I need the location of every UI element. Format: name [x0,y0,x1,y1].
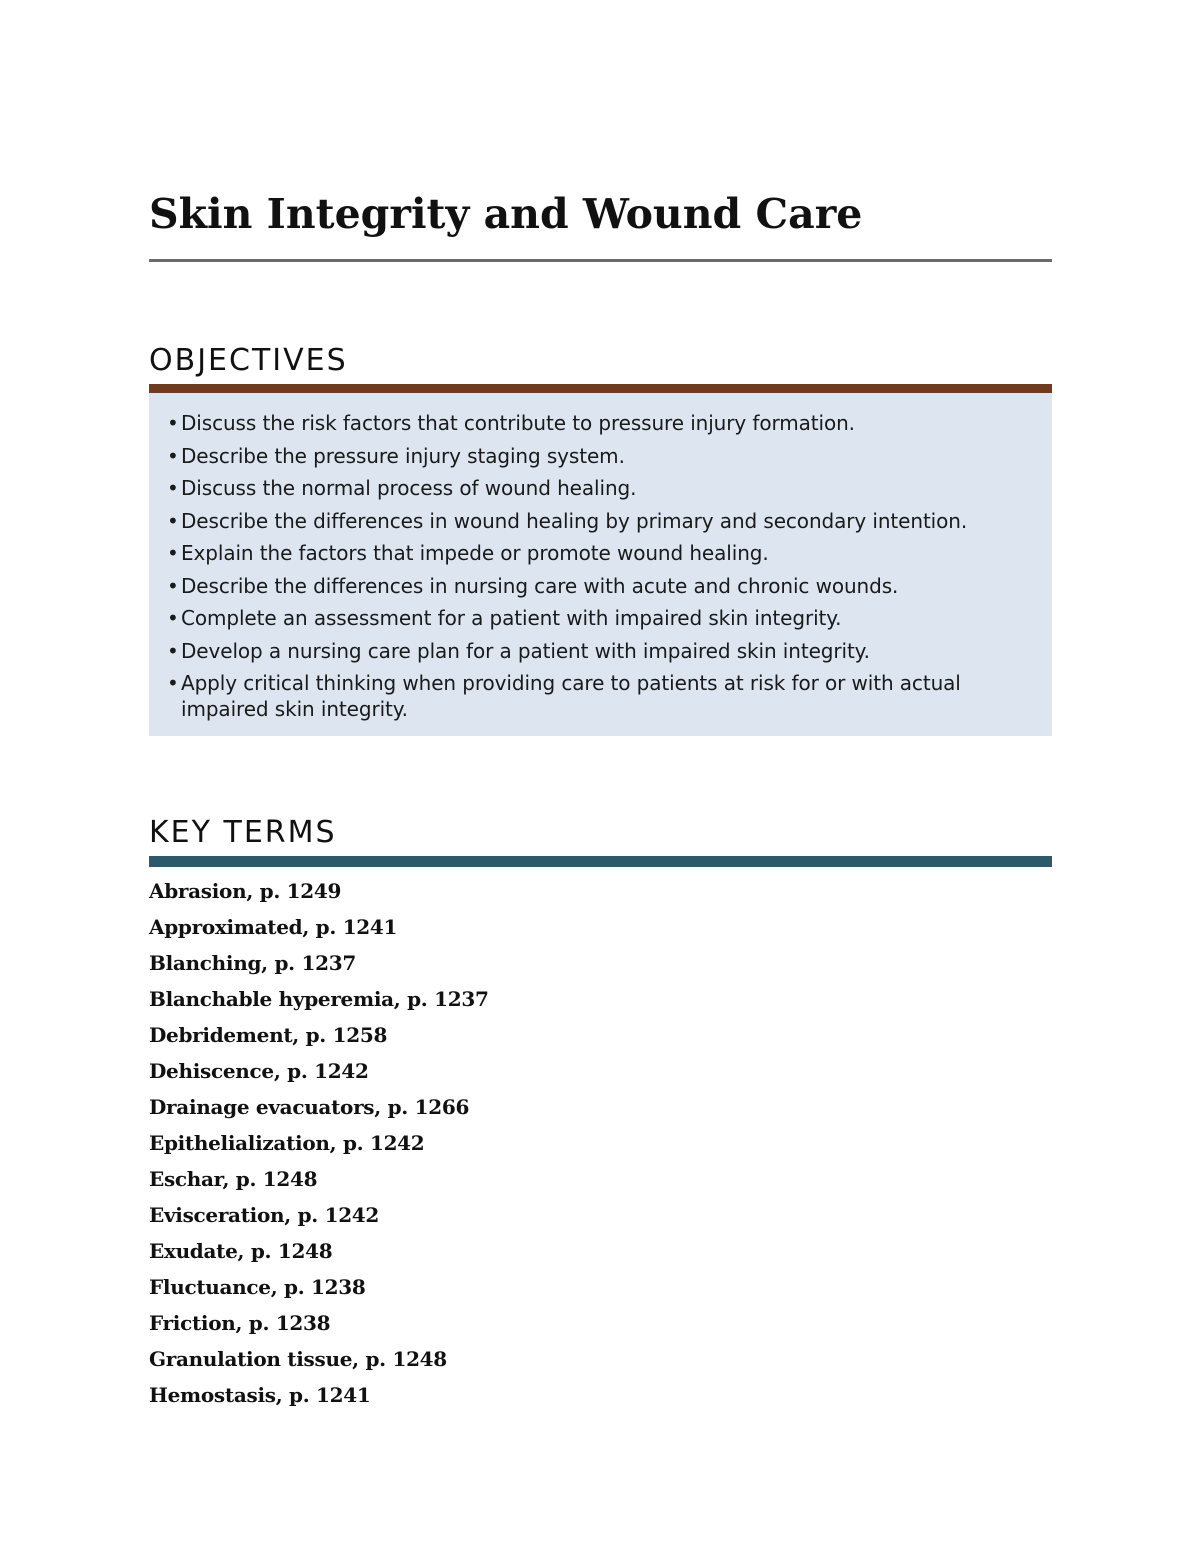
objective-text: Complete an assessment for a patient with impaired skin integrity. [181,606,842,630]
key-term-item: Exudate, p. 1248 [149,1239,333,1263]
objective-text: Explain the factors that impede or promote wound healing. [181,541,769,565]
objective-item [167,508,1032,534]
objective-item [167,670,1032,722]
objective-text: Describe the differences in nursing care with acute and chronic wounds. [181,573,899,598]
objectives-divider-bar [149,384,1052,393]
bullet-glyph: • [167,638,179,663]
bullet-glyph: • [167,411,179,435]
objective-text: Describe the differences in wound healing by primary and secondary intention. [181,508,968,533]
objectives-heading: OBJECTIVES [149,343,348,378]
key-term-item: Approximated, p. 1241 [149,915,398,939]
bullet-glyph: • [167,508,179,533]
key-term-item: Blanching, p. 1237 [149,951,356,975]
bullet-glyph: • [167,541,179,565]
key-term-item: Epithelialization, p. 1242 [149,1131,425,1155]
objective-text: Develop a nursing care plan for a patient with impaired skin integrity. [181,638,870,663]
key-term-item: Debridement, p. 1258 [149,1023,388,1047]
bullet-glyph: • [167,443,179,468]
bullet-glyph: • [167,671,179,695]
objective-item [167,638,1032,664]
title-divider [149,259,1052,262]
key-term-item: Dehiscence, p. 1242 [149,1059,369,1083]
objective-item [167,443,1032,469]
page-title: Skin Integrity and Wound Care [149,190,863,238]
bullet-glyph: • [167,476,179,500]
key-terms-list [149,873,489,1413]
objective-text: Discuss the normal process of wound healing. [181,476,637,500]
objective-item [167,540,1032,566]
bullet-glyph: • [167,573,179,598]
objective-item [167,605,1032,631]
objective-item [167,475,1032,501]
key-term-item: Evisceration, p. 1242 [149,1203,380,1227]
key-term-item: Granulation tissue, p. 1248 [149,1347,447,1371]
key-term-item: Fluctuance, p. 1238 [149,1275,366,1299]
objective-text: Discuss the risk factors that contribute to pressure injury formation. [181,411,855,435]
objective-item [167,410,1032,436]
objective-text: Apply critical thinking when providing care to patients at risk for or with actual impaired skin integrity. [181,671,961,721]
bullet-glyph: • [167,606,179,630]
key-term-item: Drainage evacuators, p. 1266 [149,1095,470,1119]
objectives-list [167,410,1032,722]
objectives-box [149,393,1052,736]
key-terms-heading: KEY TERMS [149,815,337,850]
key-term-item: Friction, p. 1238 [149,1311,331,1335]
key-term-item: Blanchable hyperemia, p. 1237 [149,987,489,1011]
key-term-item: Hemostasis, p. 1241 [149,1383,371,1407]
key-terms-divider-bar [149,856,1052,867]
objective-item [167,573,1032,599]
key-term-item: Eschar, p. 1248 [149,1167,318,1191]
key-term-item: Abrasion, p. 1249 [149,879,342,903]
objective-text: Describe the pressure injury staging system. [181,443,625,468]
